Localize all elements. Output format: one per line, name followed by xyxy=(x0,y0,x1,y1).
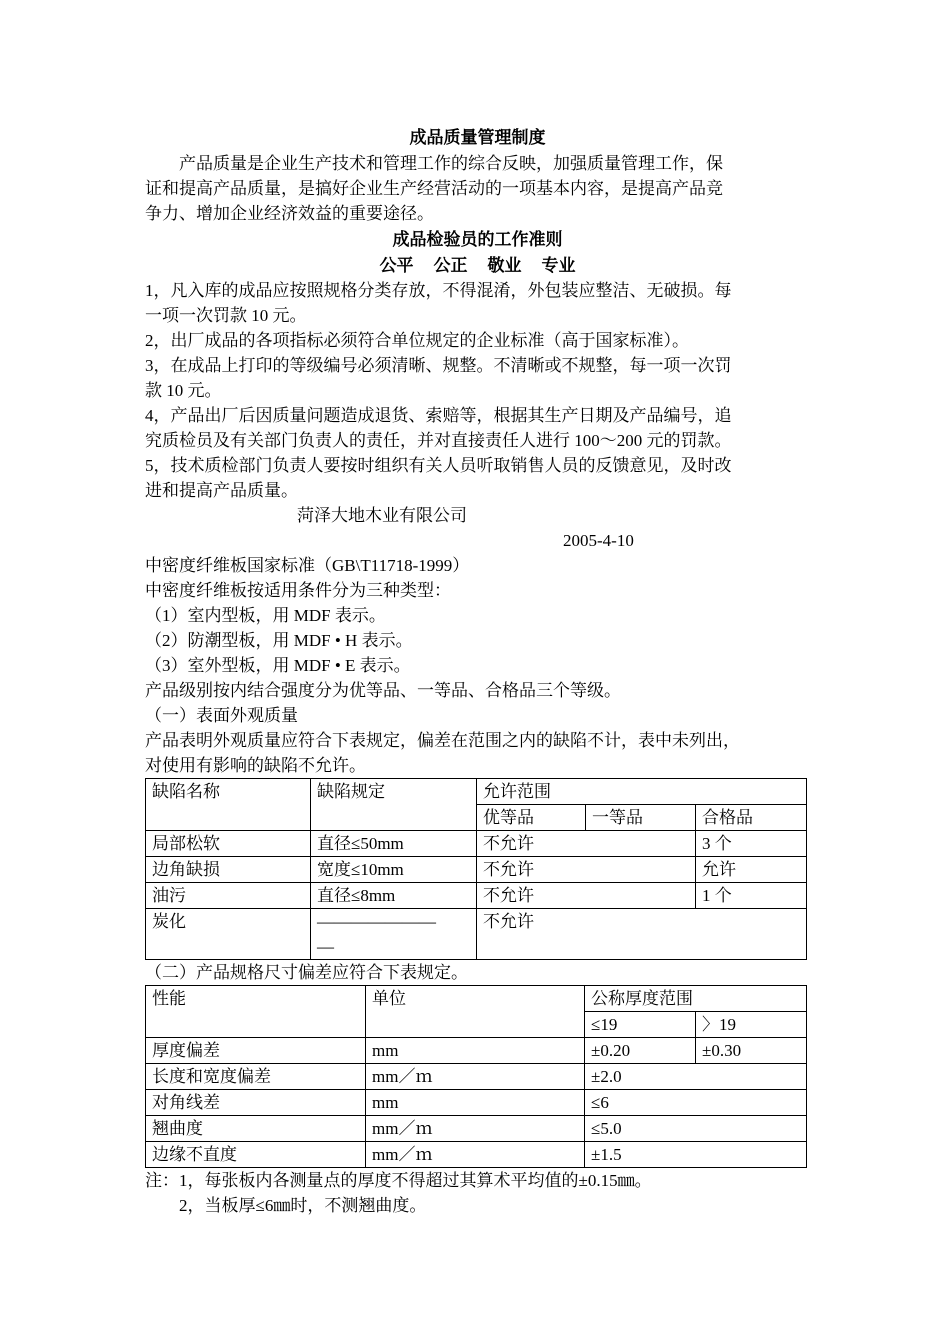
table-cell: mm／ｍ xyxy=(366,1064,585,1090)
rule-line: 一项一次罚款 10 元。 xyxy=(145,306,307,325)
table-cell: ±2.0 xyxy=(585,1064,807,1090)
doc-title: 成品质量管理制度 xyxy=(409,128,546,147)
table-cell: 边角缺损 xyxy=(146,857,311,883)
table-cell: 不允许 xyxy=(477,857,696,883)
note-line: 2，当板厚≤6㎜时，不测翘曲度。 xyxy=(179,1196,427,1215)
standard-line: 中密度纤维板国家标准（GB\T11718-1999） xyxy=(145,556,470,575)
table-cell: mm／ｍ xyxy=(366,1142,585,1168)
table-cell: 对角线差 xyxy=(146,1090,366,1116)
rule-line: 究质检员及有关部门负责人的责任，并对直接责任人进行 100～200 元的罚款。 xyxy=(145,431,732,450)
doc-date: 2005-4-10 xyxy=(563,531,634,550)
standard-line: 产品表明外观质量应符合下表规定，偏差在范围之内的缺陷不计，表中未列出， xyxy=(145,731,740,750)
table-cell: 厚度偏差 xyxy=(146,1038,366,1064)
table-header: 〉19 xyxy=(696,1012,807,1038)
table-cell xyxy=(311,909,477,960)
section-subtitle: 成品检验员的工作准则 xyxy=(392,230,563,249)
table-header: 缺陷名称 xyxy=(146,779,311,831)
table-row xyxy=(146,909,807,960)
table-row xyxy=(146,883,807,909)
table-cell: 不允许 xyxy=(477,831,696,857)
rule-line: 1，凡入库的成品应按照规格分类存放，不得混淆，外包装应整洁、无破损。每 xyxy=(145,281,732,300)
dash-line: — xyxy=(317,937,334,956)
document-page xyxy=(145,124,810,1218)
table-cell: 直径≤8mm xyxy=(311,883,477,909)
table-cell: 长度和宽度偏差 xyxy=(146,1064,366,1090)
rule-line: 进和提高产品质量。 xyxy=(145,481,298,500)
table-cell: 局部松软 xyxy=(146,831,311,857)
intro-line: 证和提高产品质量，是搞好企业生产经营活动的一项基本内容，是提高产品竞 xyxy=(145,179,723,198)
table-row xyxy=(146,1116,807,1142)
table-header: 缺陷规定 xyxy=(311,779,477,831)
table-cell: 油污 xyxy=(146,883,311,909)
table-header: 合格品 xyxy=(696,805,807,831)
table-row xyxy=(146,857,807,883)
rule-line: 款 10 元。 xyxy=(145,381,222,400)
appearance-quality-table xyxy=(145,778,807,960)
standard-line: （2）防潮型板，用 MDF • H 表示。 xyxy=(145,631,413,650)
table-header: 性能 xyxy=(146,986,366,1038)
intro-line: 产品质量是企业生产技术和管理工作的综合反映，加强质量管理工作，保 xyxy=(179,154,723,173)
rule-line: 2，出厂成品的各项指标必须符合单位规定的企业标准（高于国家标准）。 xyxy=(145,331,689,350)
intro-line: 争力、增加企业经济效益的重要途径。 xyxy=(145,204,434,223)
table-cell: ±0.30 xyxy=(696,1038,807,1064)
table-cell: 允许 xyxy=(696,857,807,883)
table-header: 优等品 xyxy=(477,805,586,831)
table-cell: 直径≤50mm xyxy=(311,831,477,857)
dash-line: ——————— xyxy=(317,912,436,931)
standard-line: 中密度纤维板按适用条件分为三种类型： xyxy=(145,581,451,600)
table-header: ≤19 xyxy=(585,1012,696,1038)
table-cell: 1 个 xyxy=(696,883,807,909)
table-cell: ≤5.0 xyxy=(585,1116,807,1142)
table-cell: 炭化 xyxy=(146,909,311,960)
table-header: 允许范围 xyxy=(477,779,807,805)
standard-line: （3）室外型板，用 MDF • E 表示。 xyxy=(145,656,411,675)
dimension-deviation-table xyxy=(145,985,807,1168)
table-header: 公称厚度范围 xyxy=(585,986,807,1012)
table-cell: 不允许 xyxy=(477,909,807,960)
rule-line: 4，产品出厂后因质量问题造成退货、索赔等，根据其生产日期及产品编号，追 xyxy=(145,406,732,425)
table-cell: mm xyxy=(366,1090,585,1116)
table-row xyxy=(146,1038,807,1064)
table-row xyxy=(146,1064,807,1090)
standard-line: 对使用有影响的缺陷不允许。 xyxy=(145,756,366,775)
table-cell: ±1.5 xyxy=(585,1142,807,1168)
section-heading: （二）产品规格尺寸偏差应符合下表规定。 xyxy=(145,963,468,982)
table-row xyxy=(146,831,807,857)
table-cell: 边缘不直度 xyxy=(146,1142,366,1168)
standard-line: （一）表面外观质量 xyxy=(145,706,298,725)
table-cell: mm／ｍ xyxy=(366,1116,585,1142)
table-cell: ±0.20 xyxy=(585,1038,696,1064)
table-cell: 翘曲度 xyxy=(146,1116,366,1142)
table-row xyxy=(146,1090,807,1116)
note-line: 注：1，每张板内各测量点的厚度不得超过其算术平均值的±0.15㎜。 xyxy=(145,1171,652,1190)
table-header: 单位 xyxy=(366,986,585,1038)
table-cell: 3 个 xyxy=(696,831,807,857)
table-header: 一等品 xyxy=(586,805,696,831)
standard-line: （1）室内型板，用 MDF 表示。 xyxy=(145,606,386,625)
table-row xyxy=(146,1142,807,1168)
table-cell: 宽度≤10mm xyxy=(311,857,477,883)
table-cell: ≤6 xyxy=(585,1090,807,1116)
rule-line: 3，在成品上打印的等级编号必须清晰、规整。不清晰或不规整，每一项一次罚 xyxy=(145,356,732,375)
company-name: 菏泽大地木业有限公司 xyxy=(297,506,467,525)
standard-line: 产品级别按内结合强度分为优等品、一等品、合格品三个等级。 xyxy=(145,681,621,700)
motto: 公平 公正 敬业 专业 xyxy=(379,256,576,275)
rule-line: 5，技术质检部门负责人要按时组织有关人员听取销售人员的反馈意见，及时改 xyxy=(145,456,732,475)
table-cell: 不允许 xyxy=(477,883,696,909)
table-cell: mm xyxy=(366,1038,585,1064)
